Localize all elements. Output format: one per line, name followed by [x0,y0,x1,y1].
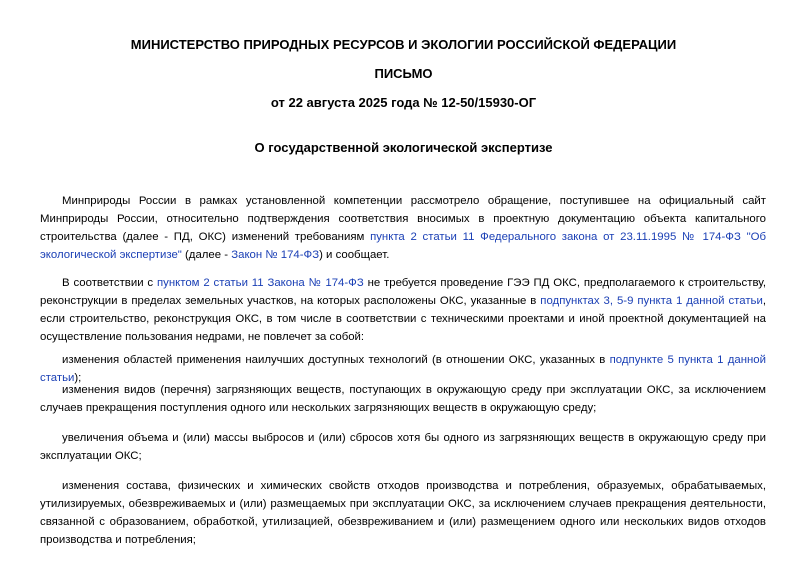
document-subject: О государственной экологической экспертизе [254,140,553,155]
subpoint-5-point-1-link[interactable]: подпункте 5 пункта 1 данной статьи [40,354,766,384]
paragraph-3-text-b: ); [74,372,82,384]
ministry-title: МИНИСТЕРСТВО ПРИРОДНЫХ РЕСУРСОВ И ЭКОЛОГИИ РОССИЙСКОЙ ФЕДЕРАЦИИ [130,37,677,52]
paragraph-5: увеличения объема и (или) массы выбросов и (или) сбросов хотя бы одного из загрязняющих веществ в окружающую среду при эксплуатации ОКС; [40,432,766,462]
paragraph-1-text-a: Минприроды России в рамках установленной компетенции рассмотрело обращение, поступившее на официальный сайт Минприроды России, относительно подтверждения соответствия вносимых в проектную документацию объекта капитального строительства (далее - ПД, ОКС) изменений требованиям [40,195,766,243]
document-date-number: от 22 августа 2025 года № 12-50/15930-ОГ [270,95,537,110]
law-174fz-link[interactable]: Закон № 174-ФЗ [231,249,320,261]
paragraph-1-text-c: ) и сообщает. [319,249,390,261]
subpoints-3-5-9-link[interactable]: подпунктах 3, 5-9 пункта 1 данной статьи [540,295,763,307]
paragraph-6: изменения состава, физических и химических свойств отходов производства и потребления, образуемых, обрабатываемых, утилизируемых, обезвреживаемых и (или) размещаемых при эксплуатации ОКС, за исключением случаев прекращения деятельности, связанной с образованием, обработкой, утилизацией, обезвреживанием и (или) размещением одного или нескольких видов отходов производства и потребления; [40,480,766,546]
paragraph-4: изменения видов (перечня) загрязняющих веществ, поступающих в окружающую среду при эксплуатации ОКС, за исключением случаев прекращения поступления одного или нескольких загрязняющих веществ в окружающую среду; [40,384,766,414]
document-type: ПИСЬМО [374,66,433,81]
paragraph-2-text-a: В соответствии с [62,277,157,289]
law-174fz-article-11-link[interactable]: пункта 2 статьи 11 Федерального закона от 23.11.1995 № 174-ФЗ "Об экологической экспертизе" [40,231,766,261]
article-11-point-2-link[interactable]: пунктом 2 статьи 11 Закона № 174-ФЗ [156,277,364,289]
paragraph-2 [40,274,766,346]
paragraph-2-text-b: не требуется проведение ГЭЭ ПД ОКС, предполагаемого к строительству, реконструкции в пределах земельных участков, на которых расположены ОКС, указанные в [40,277,766,307]
paragraph-3-text-a: изменения областей применения наилучших доступных технологий (в отношении ОКС, указанных в [62,354,610,366]
paragraph-2-text-c: , если строительство, реконструкция ОКС, в том числе в соответствии с техническими проектами и иной проектной документацией на осуществление пользования недрами, не повлечет за собой: [40,295,767,343]
paragraph-1 [40,192,766,264]
paragraph-1-text-b: (далее - [181,249,232,261]
